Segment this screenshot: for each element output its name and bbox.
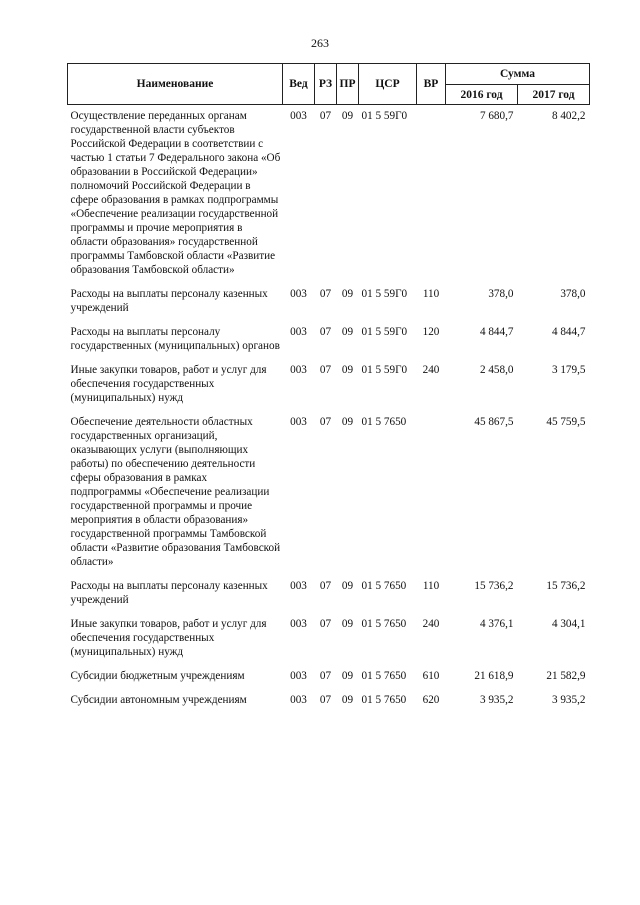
row-2016: 4 844,7 bbox=[479, 326, 514, 338]
row-2016: 3 935,2 bbox=[479, 694, 514, 706]
header-pr: ПР bbox=[337, 64, 359, 105]
row-csr: 01 5 59Г0 bbox=[361, 288, 408, 300]
row-ved: 003 bbox=[290, 110, 307, 122]
row-2017: 8 402,2 bbox=[551, 110, 586, 122]
row-pr: 09 bbox=[341, 416, 354, 428]
row-csr: 01 5 7650 bbox=[361, 618, 407, 630]
row-2017: 15 736,2 bbox=[546, 580, 586, 592]
row-vr: 620 bbox=[422, 694, 440, 706]
header-rz: РЗ bbox=[315, 64, 337, 105]
row-vr: 110 bbox=[422, 580, 440, 592]
row-csr: 01 5 59Г0 bbox=[361, 110, 408, 122]
row-2016: 378,0 bbox=[488, 288, 514, 300]
header-name: Наименование bbox=[68, 64, 283, 105]
table-header bbox=[68, 64, 590, 105]
row-vr: 120 bbox=[422, 326, 440, 338]
row-2016: 45 867,5 bbox=[474, 416, 514, 428]
row-pr: 09 bbox=[341, 288, 354, 300]
row-2017: 3 179,5 bbox=[551, 364, 586, 376]
table-row bbox=[68, 283, 590, 321]
row-rz: 07 bbox=[319, 416, 332, 428]
row-csr: 01 5 59Г0 bbox=[361, 364, 408, 376]
header-csr: ЦСР bbox=[359, 64, 417, 105]
row-ved: 003 bbox=[290, 364, 307, 376]
row-pr: 09 bbox=[341, 110, 354, 122]
table-body bbox=[68, 105, 590, 714]
row-pr: 09 bbox=[341, 670, 354, 682]
header-2017: 2017 год bbox=[518, 85, 590, 105]
table-row bbox=[68, 575, 590, 613]
row-rz: 07 bbox=[319, 326, 332, 338]
row-csr: 01 5 59Г0 bbox=[361, 326, 408, 338]
row-ved: 003 bbox=[290, 580, 307, 592]
row-2017: 4 304,1 bbox=[551, 618, 586, 630]
row-ved: 003 bbox=[290, 326, 307, 338]
row-name: Расходы на выплаты персоналу казенных учреждений bbox=[70, 580, 268, 606]
row-name: Расходы на выплаты персоналу государственных (муниципальных) органов bbox=[70, 326, 280, 352]
table-row bbox=[68, 613, 590, 665]
row-rz: 07 bbox=[319, 580, 332, 592]
row-2016: 2 458,0 bbox=[479, 364, 514, 376]
row-pr: 09 bbox=[341, 326, 354, 338]
row-rz: 07 bbox=[319, 694, 332, 706]
row-csr: 01 5 7650 bbox=[361, 416, 407, 428]
row-name: Расходы на выплаты персоналу казенных учреждений bbox=[70, 288, 268, 314]
header-2016: 2016 год bbox=[446, 85, 518, 105]
row-vr: 240 bbox=[422, 364, 440, 376]
table-row bbox=[68, 321, 590, 359]
row-rz: 07 bbox=[319, 670, 332, 682]
row-name: Осуществление переданных органам государственной власти субъектов Российской Федерации в соответствии с частью 1 статьи 7 Федерального закона «Об образовании в Российской Федерации» полномочий Российской Федерации в сфере образования в рамках подпрограммы «Обеспечение реализации государственной программы и прочие мероприятия в области образования» государственной программы Тамбовской области «Развитие образования Тамбовской области» bbox=[70, 110, 281, 276]
row-rz: 07 bbox=[319, 618, 332, 630]
row-2016: 4 376,1 bbox=[479, 618, 514, 630]
row-vr: 610 bbox=[422, 670, 440, 682]
table-row bbox=[68, 689, 590, 713]
row-name: Субсидии автономным учреждениям bbox=[70, 694, 247, 706]
row-vr: 240 bbox=[422, 618, 440, 630]
row-name: Иные закупки товаров, работ и услуг для обеспечения государственных (муниципальных) нужд bbox=[70, 618, 267, 658]
row-2016: 7 680,7 bbox=[479, 110, 514, 122]
row-pr: 09 bbox=[341, 694, 354, 706]
row-pr: 09 bbox=[341, 364, 354, 376]
header-sum: Сумма bbox=[446, 64, 590, 85]
row-2017: 378,0 bbox=[560, 288, 586, 300]
table-row bbox=[68, 359, 590, 411]
header-ved: Вед bbox=[283, 64, 315, 105]
row-name: Обеспечение деятельности областных государственных организаций, оказывающих услуги (выполняющих работы) по обеспечению деятельности сферы образования в рамках подпрограммы «Обеспечение реализации государственной программы и прочие мероприятия в области образования» государственной программы Тамбовской области «Развитие образования Тамбовской области» bbox=[70, 416, 281, 568]
row-rz: 07 bbox=[319, 288, 332, 300]
row-ved: 003 bbox=[290, 416, 307, 428]
row-2017: 3 935,2 bbox=[551, 694, 586, 706]
row-pr: 09 bbox=[341, 618, 354, 630]
row-ved: 003 bbox=[290, 618, 307, 630]
table-row bbox=[68, 105, 590, 284]
row-2017: 45 759,5 bbox=[546, 416, 586, 428]
row-ved: 003 bbox=[290, 288, 307, 300]
table-row bbox=[68, 665, 590, 689]
budget-table bbox=[67, 63, 590, 713]
row-2016: 21 618,9 bbox=[474, 670, 514, 682]
row-2017: 4 844,7 bbox=[551, 326, 586, 338]
header-vr: ВР bbox=[417, 64, 446, 105]
row-pr: 09 bbox=[341, 580, 354, 592]
page-number: 263 bbox=[311, 36, 329, 50]
row-rz: 07 bbox=[319, 364, 332, 376]
row-vr: 110 bbox=[422, 288, 440, 300]
table-row bbox=[68, 411, 590, 575]
row-name: Иные закупки товаров, работ и услуг для обеспечения государственных (муниципальных) нужд bbox=[70, 364, 267, 404]
row-csr: 01 5 7650 bbox=[361, 694, 407, 706]
row-rz: 07 bbox=[319, 110, 332, 122]
row-csr: 01 5 7650 bbox=[361, 580, 407, 592]
row-2017: 21 582,9 bbox=[546, 670, 586, 682]
row-ved: 003 bbox=[290, 694, 307, 706]
row-name: Субсидии бюджетным учреждениям bbox=[70, 670, 245, 682]
row-ved: 003 bbox=[290, 670, 307, 682]
row-vr bbox=[417, 411, 446, 575]
row-vr bbox=[417, 105, 446, 284]
row-csr: 01 5 7650 bbox=[361, 670, 407, 682]
row-2016: 15 736,2 bbox=[474, 580, 514, 592]
